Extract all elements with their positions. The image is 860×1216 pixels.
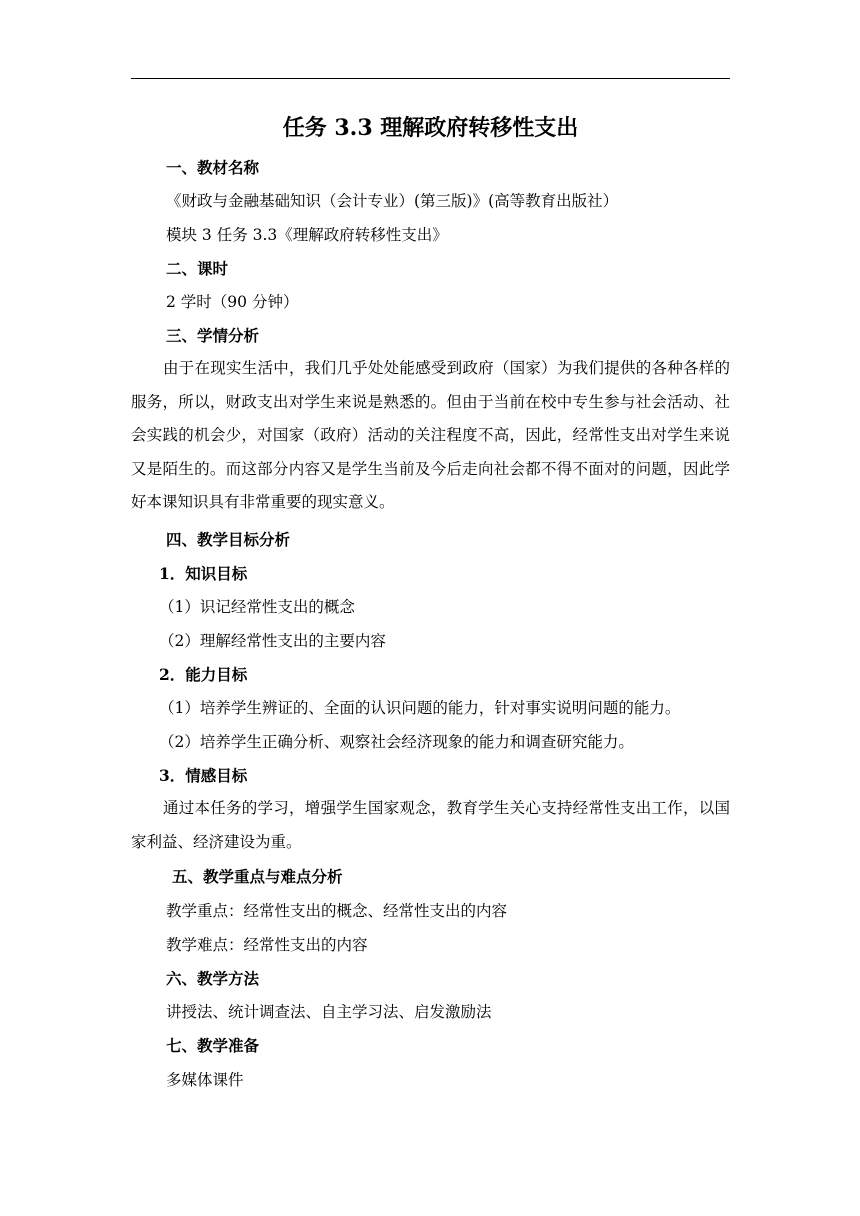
key-point: 教学重点：经常性支出的概念、经常性支出的内容 [166, 902, 508, 920]
teaching-methods: 讲授法、统计调查法、自主学习法、启发激励法 [166, 1003, 492, 1021]
section-heading-learner-analysis: 三、学情分析 [166, 326, 260, 345]
objective-emotion-heading: 3．情感目标 [159, 766, 248, 785]
objective-knowledge-item: （2）理解经常性支出的主要内容 [159, 632, 386, 650]
section-heading-preparation: 七、教学准备 [166, 1036, 260, 1055]
section-heading-key-points: 五、教学重点与难点分析 [172, 867, 343, 886]
textbook-name: 《财政与金融基础知识（会计专业）(第三版)》(高等教育出版社） [166, 192, 619, 210]
objective-ability-heading: 2．能力目标 [159, 665, 248, 684]
section-heading-methods: 六、教学方法 [166, 969, 260, 988]
objective-ability-item: （2）培养学生正确分析、观察社会经济现象的能力和调查研究能力。 [159, 733, 634, 751]
learner-analysis-paragraph: 由于在现实生活中，我们几乎处处能感受到政府（国家）为我们提供的各种各样的服务，所以，财政支出对学生来说是熟悉的。但由于当前在校中专生参与社会活动、社会实践的机会少，对国家（政府）活动的关注程度不高，因此，经常性支出对学生来说又是陌生的。而这部分内容又是学生当前及今后走向社会都不得不面对的问题，因此学好本课知识具有非常重要的现实意义。 [131, 359, 730, 511]
section-heading-objectives: 四、教学目标分析 [166, 530, 291, 549]
page-title: 任务 3.3 理解政府转移性支出 [282, 115, 579, 141]
objective-emotion-paragraph: 通过本任务的学习，增强学生国家观念，教育学生关心支持经常性支出工作，以国家利益、经济建设为重。 [131, 799, 730, 851]
teaching-preparation: 多媒体课件 [166, 1071, 244, 1089]
section-heading-hours: 二、课时 [166, 259, 229, 278]
section-heading-textbook: 一、教材名称 [166, 158, 260, 177]
objective-knowledge-heading: 1．知识目标 [159, 564, 248, 583]
difficult-point: 教学难点：经常性支出的内容 [166, 936, 368, 954]
objective-knowledge-item: （1）识记经常性支出的概念 [159, 598, 355, 616]
class-hours: 2 学时（90 分钟） [166, 293, 299, 311]
header-rule [131, 78, 730, 79]
textbook-module: 模块 3 任务 3.3《理解政府转移性支出》 [166, 226, 448, 244]
objective-ability-item: （1）培养学生辨证的、全面的认识问题的能力，针对事实说明问题的能力。 [159, 699, 681, 717]
